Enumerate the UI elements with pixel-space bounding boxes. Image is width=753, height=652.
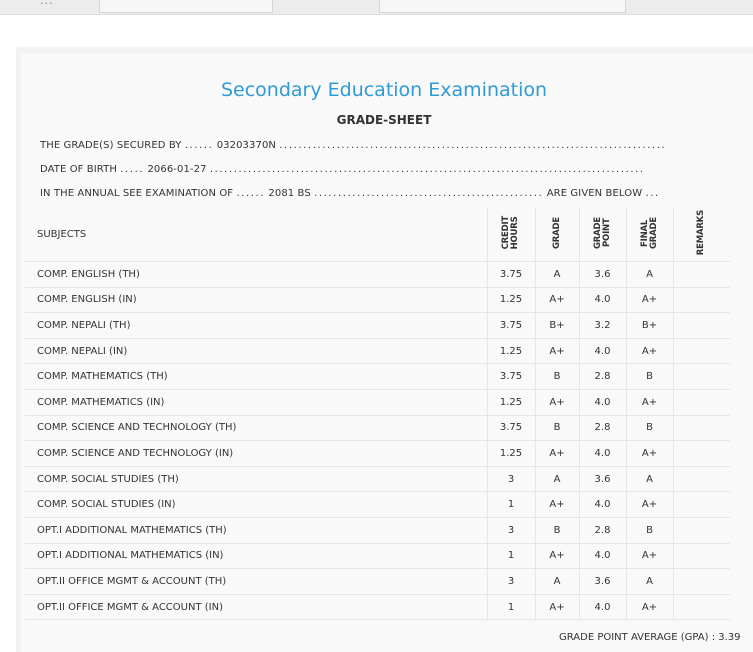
subject-cell: COMP. MATHEMATICS (IN)	[25, 389, 487, 415]
final-grade-cell: B	[626, 517, 673, 543]
table-row	[25, 492, 730, 518]
credit-hours-cell: 3	[487, 517, 535, 543]
dots: ......	[236, 188, 266, 199]
table-row	[25, 441, 730, 467]
exam-label: IN THE ANNUAL SEE EXAMINATION OF	[40, 188, 234, 199]
top-form-bar	[0, 0, 753, 15]
credit-hours-cell: 1.25	[487, 389, 535, 415]
grade-cell: B	[535, 517, 579, 543]
grade-point-cell: 2.8	[579, 364, 626, 390]
final-grade-cell: B	[626, 415, 673, 441]
remarks-cell	[673, 441, 730, 467]
grade-cell: A+	[535, 594, 579, 620]
final-grade-cell: A+	[626, 287, 673, 313]
table-row	[25, 594, 730, 620]
dots: ...	[645, 188, 660, 199]
top-field-2[interactable]	[379, 0, 626, 13]
remarks-cell	[673, 415, 730, 441]
exam-title: Secondary Education Examination	[220, 79, 548, 101]
final-grade-cell: A+	[626, 492, 673, 518]
credit-hours-cell: 3.75	[487, 313, 535, 339]
credit-hours-cell: 1	[487, 543, 535, 569]
remarks-cell	[673, 543, 730, 569]
top-field-1[interactable]	[99, 0, 273, 13]
credit-hours-cell: 1	[487, 492, 535, 518]
remarks-cell	[673, 492, 730, 518]
subject-cell: COMP. SCIENCE AND TECHNOLOGY (IN)	[25, 441, 487, 467]
credit-hours-cell: 1.25	[487, 338, 535, 364]
credit-hours-cell: 3.75	[487, 415, 535, 441]
dots: .....	[120, 164, 145, 175]
table-row	[25, 364, 730, 390]
remarks-cell	[673, 338, 730, 364]
grade-secured-line	[40, 140, 666, 151]
subject-cell: COMP. NEPALI (IN)	[25, 338, 487, 364]
grade-cell: A+	[535, 441, 579, 467]
dots: ......	[184, 140, 214, 151]
table-row	[25, 262, 730, 288]
final-grade-cell: A+	[626, 594, 673, 620]
grade-table	[25, 207, 730, 620]
grade-cell: A+	[535, 389, 579, 415]
remarks-cell	[673, 262, 730, 288]
subject-cell: OPT.II OFFICE MGMT & ACCOUNT (TH)	[25, 569, 487, 595]
grade-cell: A+	[535, 543, 579, 569]
subject-cell: OPT.II OFFICE MGMT & ACCOUNT (IN)	[25, 594, 487, 620]
grade-cell: A+	[535, 338, 579, 364]
subject-cell: COMP. ENGLISH (TH)	[25, 262, 487, 288]
grade-cell: B	[535, 364, 579, 390]
exam-tail: ARE GIVEN BELOW	[546, 188, 643, 199]
dots: ...........................................................................................	[209, 164, 645, 175]
grade-cell: B	[535, 415, 579, 441]
credit-hours-cell: 3.75	[487, 262, 535, 288]
subject-cell: COMP. MATHEMATICS (TH)	[25, 364, 487, 390]
remarks-cell	[673, 569, 730, 595]
final-grade-cell: A	[626, 262, 673, 288]
table-row	[25, 466, 730, 492]
remarks-cell	[673, 389, 730, 415]
grade-point-cell: 4.0	[579, 543, 626, 569]
table-row	[25, 517, 730, 543]
dots: .................................................................................	[279, 140, 667, 151]
header-grade: GRADE	[535, 207, 579, 262]
grade-point-cell: 2.8	[579, 517, 626, 543]
grade-cell: A+	[535, 287, 579, 313]
credit-hours-cell: 3	[487, 569, 535, 595]
grade-cell: A	[535, 262, 579, 288]
credit-hours-cell: 1	[487, 594, 535, 620]
subject-cell: OPT.I ADDITIONAL MATHEMATICS (IN)	[25, 543, 487, 569]
gpa-summary	[559, 632, 741, 643]
subject-cell: OPT.I ADDITIONAL MATHEMATICS (TH)	[25, 517, 487, 543]
result-panel	[16, 47, 753, 652]
remarks-cell	[673, 466, 730, 492]
remarks-cell	[673, 364, 730, 390]
grade-point-cell: 4.0	[579, 338, 626, 364]
grade-point-cell: 3.6	[579, 569, 626, 595]
subject-cell: COMP. SOCIAL STUDIES (TH)	[25, 466, 487, 492]
table-header-row	[25, 207, 730, 262]
grade-cell: A	[535, 466, 579, 492]
credit-hours-cell: 1.25	[487, 287, 535, 313]
credit-hours-cell: 3.75	[487, 364, 535, 390]
final-grade-cell: A	[626, 466, 673, 492]
remarks-cell	[673, 287, 730, 313]
final-grade-cell: B+	[626, 313, 673, 339]
final-grade-cell: A+	[626, 338, 673, 364]
remarks-cell	[673, 517, 730, 543]
final-grade-cell: A	[626, 569, 673, 595]
topbar-partial-text: ...	[40, 0, 54, 7]
credit-hours-cell: 3	[487, 466, 535, 492]
table-row	[25, 569, 730, 595]
final-grade-cell: A+	[626, 389, 673, 415]
gpa-value: 3.39	[718, 632, 741, 643]
table-row	[25, 287, 730, 313]
grade-point-cell: 4.0	[579, 492, 626, 518]
credit-hours-cell: 1.25	[487, 441, 535, 467]
subject-cell: COMP. NEPALI (TH)	[25, 313, 487, 339]
grade-secured-label: THE GRADE(S) SECURED BY	[40, 140, 182, 151]
table-row	[25, 313, 730, 339]
grade-point-cell: 3.6	[579, 466, 626, 492]
final-grade-cell: A+	[626, 441, 673, 467]
grade-point-cell: 4.0	[579, 389, 626, 415]
gpa-label: GRADE POINT AVERAGE (GPA) :	[559, 632, 716, 643]
table-row	[25, 415, 730, 441]
header-grade-point: GRADE POINT	[579, 207, 626, 262]
subject-cell: COMP. SCIENCE AND TECHNOLOGY (TH)	[25, 415, 487, 441]
exam-line	[40, 188, 660, 199]
grade-point-cell: 3.2	[579, 313, 626, 339]
table-row	[25, 338, 730, 364]
final-grade-cell: A+	[626, 543, 673, 569]
header-subjects: SUBJECTS	[25, 207, 487, 262]
grade-cell: A	[535, 569, 579, 595]
table-row	[25, 543, 730, 569]
dots: ................................................	[314, 188, 544, 199]
dob-line	[40, 164, 645, 175]
grade-sheet	[21, 53, 753, 652]
subject-cell: COMP. SOCIAL STUDIES (IN)	[25, 492, 487, 518]
subject-cell: COMP. ENGLISH (IN)	[25, 287, 487, 313]
symbol-number: 03203370N	[216, 140, 276, 151]
grade-point-cell: 4.0	[579, 287, 626, 313]
dob-label: DATE OF BIRTH	[40, 164, 117, 175]
remarks-cell	[673, 594, 730, 620]
sheet-subtitle: GRADE-SHEET	[336, 113, 432, 127]
grade-point-cell: 4.0	[579, 441, 626, 467]
exam-year: 2081 BS	[268, 188, 311, 199]
dob-value: 2066-01-27	[147, 164, 207, 175]
header-remarks: REMARKS	[673, 207, 730, 262]
header-final-grade: FINAL GRADE	[626, 207, 673, 262]
remarks-cell	[673, 313, 730, 339]
table-row	[25, 389, 730, 415]
header-credit-hours: CREDIT HOURS	[487, 207, 535, 262]
grade-point-cell: 4.0	[579, 594, 626, 620]
grade-cell: A+	[535, 492, 579, 518]
final-grade-cell: B	[626, 364, 673, 390]
grade-point-cell: 2.8	[579, 415, 626, 441]
grade-point-cell: 3.6	[579, 262, 626, 288]
grade-cell: B+	[535, 313, 579, 339]
